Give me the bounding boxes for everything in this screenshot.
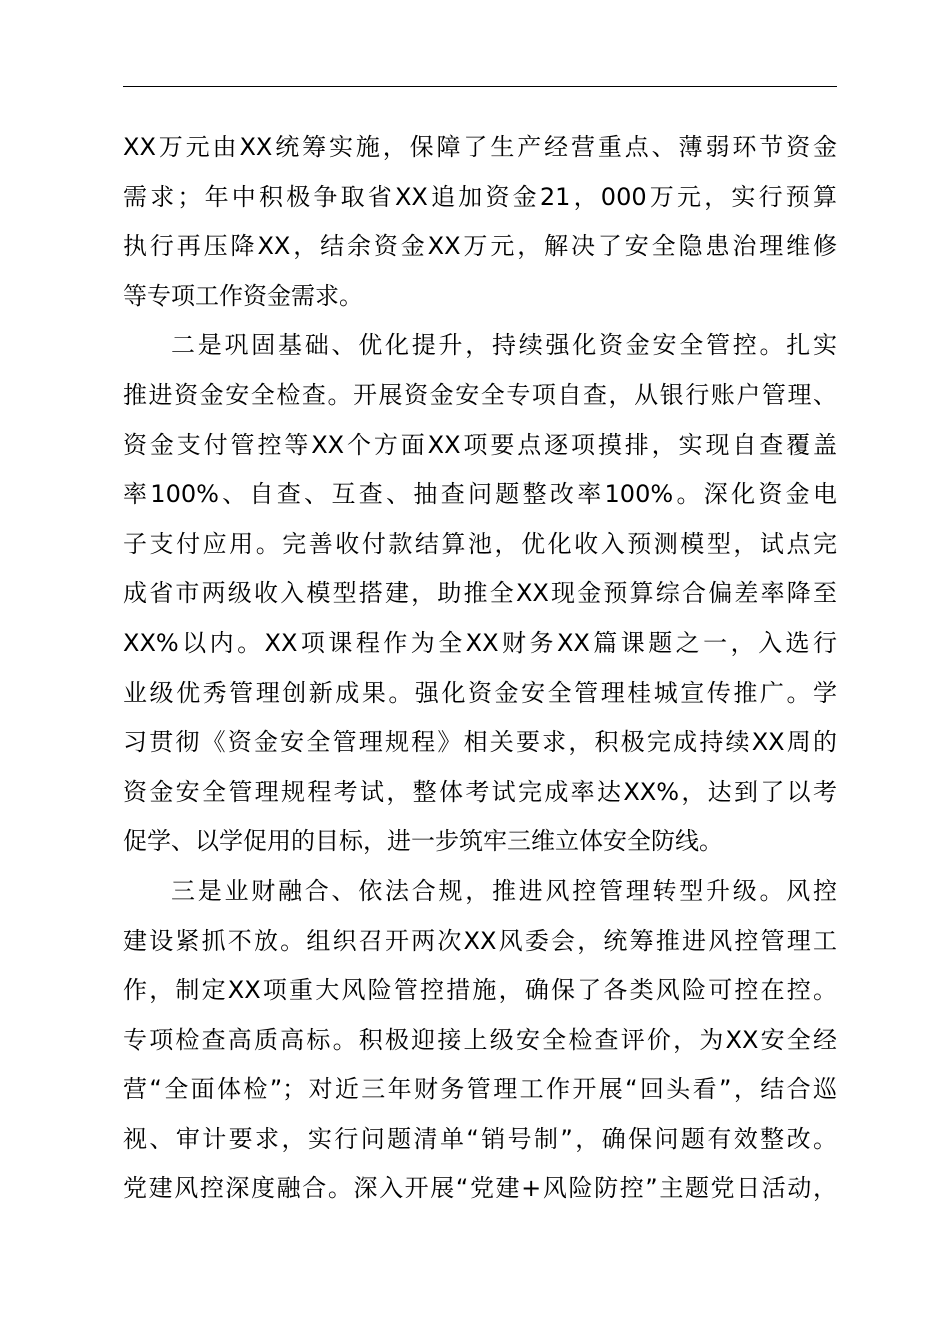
text-line: 推进资金安全检查。开展资金安全专项自查，从银行账户管理、 xyxy=(123,380,837,409)
text-line: 成省市两级收入模型搭建，助推全XX现金预算综合偏差率降至 xyxy=(123,579,837,608)
text-line: 作，制定XX项重大风险管控措施，确保了各类风险可控在控。 xyxy=(123,976,837,1005)
text-line: 促学、以学促用的目标，进一步筑牢三维立体安全防线。 xyxy=(123,827,723,856)
text-line: 资金支付管控等XX个方面XX项要点逐项摸排，实现自查覆盖 xyxy=(123,430,837,459)
text-line: 专项检查高质高标。积极迎接上级安全检查评价，为XX安全经 xyxy=(123,1025,837,1054)
text-line: 子支付应用。完善收付款结算池，优化收入预测模型，试点完 xyxy=(123,529,837,558)
text-line: 习贯彻《资金安全管理规程》相关要求，积极完成持续XX周的 xyxy=(123,728,837,757)
text-line: 营“全面体检”；对近三年财务管理工作开展“回头看”，结合巡 xyxy=(123,1075,837,1104)
text-line: 三是业财融合、依法合规，推进风控管理转型升级。风控 xyxy=(171,876,837,905)
header-rule xyxy=(123,86,837,87)
body-text xyxy=(123,123,837,1214)
text-line: 资金安全管理规程考试，整体考试完成率达XX%，达到了以考 xyxy=(123,777,837,806)
text-line: XX%以内。XX项课程作为全XX财务XX篇课题之一，入选行 xyxy=(123,628,837,657)
text-line: 建设紧抓不放。组织召开两次XX风委会，统筹推进风控管理工 xyxy=(123,926,837,955)
text-line: 视、审计要求，实行问题清单“销号制”，确保问题有效整改。 xyxy=(123,1124,837,1153)
text-line: 执行再压降XX，结余资金XX万元，解决了安全隐患治理维修 xyxy=(123,232,837,261)
text-line: 党建风控深度融合。深入开展“党建+风险防控”主题党日活动， xyxy=(123,1174,837,1203)
text-line: 业级优秀管理创新成果。强化资金安全管理桂城宣传推广。学 xyxy=(123,678,837,707)
text-line: 等专项工作资金需求。 xyxy=(123,281,363,310)
text-line: 需求；年中积极争取省XX追加资金21，000万元，实行预算 xyxy=(123,182,837,211)
text-line: 率100%、自查、互查、抽查问题整改率100%。深化资金电 xyxy=(123,480,837,509)
text-line: XX万元由XX统筹实施，保障了生产经营重点、薄弱环节资金 xyxy=(123,133,837,161)
text-line: 二是巩固基础、优化提升，持续强化资金安全管控。扎实 xyxy=(171,331,837,360)
